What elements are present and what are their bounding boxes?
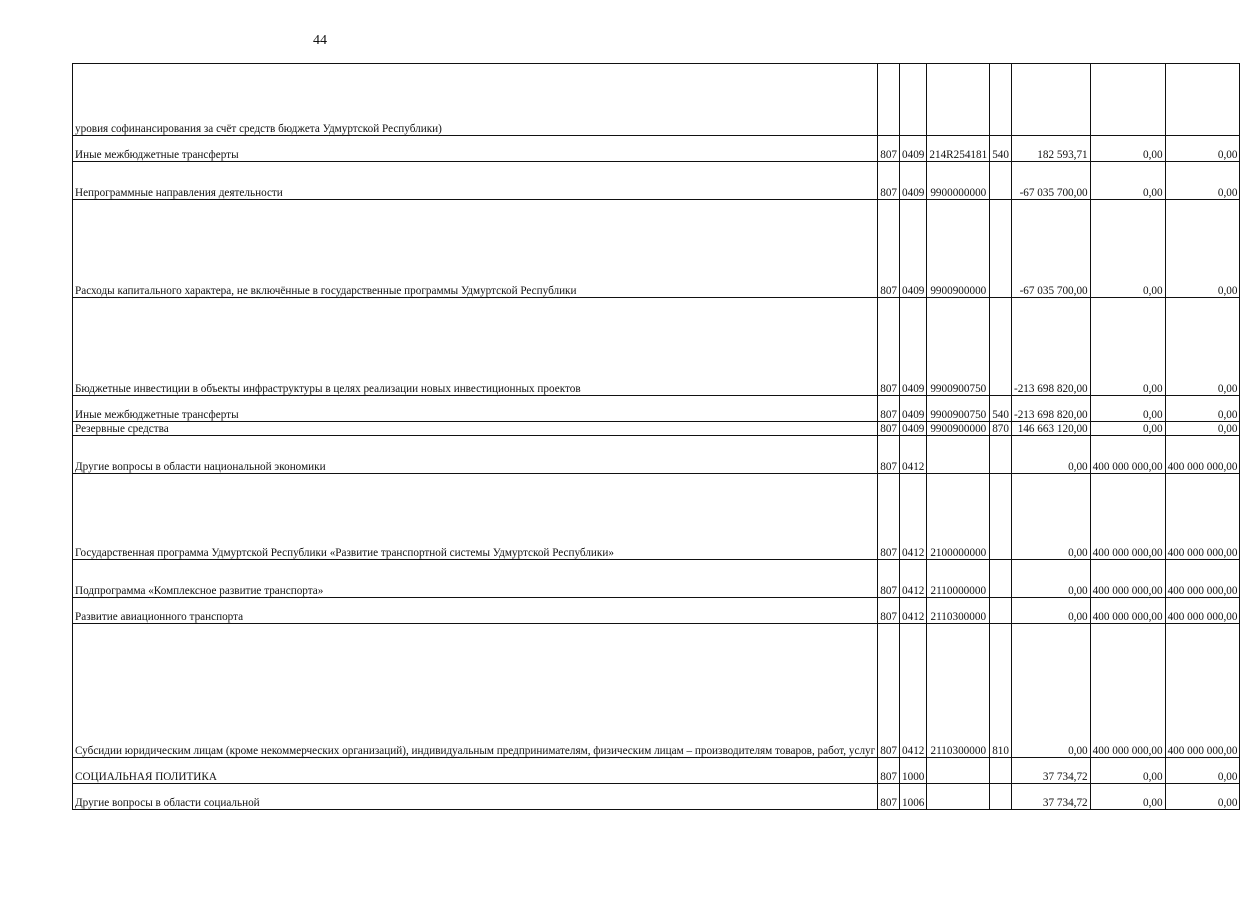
page-number: 44 (313, 33, 327, 48)
row-admin-code-cell: 807 (878, 436, 900, 474)
row-amount-1-cell: -213 698 820,00 (1011, 396, 1090, 422)
row-amount-2-cell: 400 000 000,00 (1090, 436, 1165, 474)
row-expense-type-cell (990, 298, 1012, 396)
row-admin-code-cell: 807 (878, 474, 900, 560)
row-name-cell: Другие вопросы в области национальной экономики (73, 436, 878, 474)
row-section-code-cell: 0409 (900, 396, 927, 422)
row-name-cell: Развитие авиационного транспорта (73, 598, 878, 624)
row-target-code-cell: 2110000000 (927, 560, 990, 598)
table-row (73, 474, 1240, 560)
row-section-code-cell: 0409 (900, 162, 927, 200)
table-row (73, 436, 1240, 474)
row-name-cell: Расходы капитального характера, не включённые в государственные программы Удмуртской Республики (73, 200, 878, 298)
row-expense-type-cell (990, 758, 1012, 784)
row-amount-2-cell: 400 000 000,00 (1090, 624, 1165, 758)
row-section-code-cell: 0412 (900, 624, 927, 758)
row-section-code-cell: 1000 (900, 758, 927, 784)
row-target-code-cell: 2110300000 (927, 624, 990, 758)
table-row (73, 298, 1240, 396)
row-section-code-cell (900, 64, 927, 136)
table-row (73, 784, 1240, 810)
row-expense-type-cell (990, 784, 1012, 810)
row-target-code-cell: 9900900750 (927, 298, 990, 396)
row-amount-2-cell: 0,00 (1090, 162, 1165, 200)
table-row (73, 560, 1240, 598)
row-name-cell: уровия софинансирования за счёт средств бюджета Удмуртской Республики) (73, 64, 878, 136)
row-amount-1-cell: 182 593,71 (1011, 136, 1090, 162)
row-name-cell: Государственная программа Удмуртской Республики «Развитие транспортной системы Удмуртской Республики» (73, 474, 878, 560)
row-amount-1-cell: 0,00 (1011, 598, 1090, 624)
row-amount-2-cell: 400 000 000,00 (1090, 598, 1165, 624)
row-admin-code-cell: 807 (878, 136, 900, 162)
row-target-code-cell (927, 758, 990, 784)
row-target-code-cell: 2100000000 (927, 474, 990, 560)
row-amount-1-cell: -213 698 820,00 (1011, 298, 1090, 396)
row-amount-1-cell: -67 035 700,00 (1011, 162, 1090, 200)
row-target-code-cell (927, 64, 990, 136)
table-row (73, 396, 1240, 422)
row-amount-3-cell: 400 000 000,00 (1165, 598, 1240, 624)
row-name-cell: Субсидии юридическим лицам (кроме некоммерческих организаций), индивидуальным предпринимателям, физическим лицам – производителям товаров, работ, услуг (73, 624, 878, 758)
row-name-cell: СОЦИАЛЬНАЯ ПОЛИТИКА (73, 758, 878, 784)
row-target-code-cell: 2110300000 (927, 598, 990, 624)
row-amount-3-cell: 0,00 (1165, 758, 1240, 784)
row-section-code-cell: 0412 (900, 598, 927, 624)
row-name-cell: Иные межбюджетные трансферты (73, 136, 878, 162)
row-amount-2-cell: 0,00 (1090, 422, 1165, 436)
row-amount-3-cell: 400 000 000,00 (1165, 560, 1240, 598)
row-section-code-cell: 0409 (900, 200, 927, 298)
row-amount-3-cell: 0,00 (1165, 422, 1240, 436)
table-row (73, 162, 1240, 200)
row-amount-3-cell: 400 000 000,00 (1165, 474, 1240, 560)
table-row (73, 624, 1240, 758)
row-admin-code-cell: 807 (878, 784, 900, 810)
row-target-code-cell: 9900900000 (927, 200, 990, 298)
table-row (73, 598, 1240, 624)
row-expense-type-cell (990, 200, 1012, 298)
row-section-code-cell: 0409 (900, 298, 927, 396)
row-target-code-cell: 9900900000 (927, 422, 990, 436)
table-row (73, 422, 1240, 436)
row-expense-type-cell (990, 598, 1012, 624)
row-name-cell: Подпрограмма «Комплексное развитие транспорта» (73, 560, 878, 598)
row-admin-code-cell (878, 64, 900, 136)
row-amount-3-cell: 0,00 (1165, 396, 1240, 422)
row-name-cell: Иные межбюджетные трансферты (73, 396, 878, 422)
row-amount-1-cell: 37 734,72 (1011, 784, 1090, 810)
row-amount-2-cell: 400 000 000,00 (1090, 560, 1165, 598)
row-name-cell: Другие вопросы в области социальной (73, 784, 878, 810)
row-section-code-cell: 0409 (900, 136, 927, 162)
row-amount-1-cell: 0,00 (1011, 560, 1090, 598)
row-amount-2-cell: 400 000 000,00 (1090, 474, 1165, 560)
budget-table-body (73, 64, 1240, 810)
row-section-code-cell: 0412 (900, 560, 927, 598)
row-amount-2-cell: 0,00 (1090, 298, 1165, 396)
row-name-cell: Резервные средства (73, 422, 878, 436)
row-amount-2-cell (1090, 64, 1165, 136)
table-row (73, 136, 1240, 162)
row-admin-code-cell: 807 (878, 624, 900, 758)
table-row (73, 64, 1240, 136)
row-amount-3-cell: 0,00 (1165, 784, 1240, 810)
row-expense-type-cell: 870 (990, 422, 1012, 436)
row-amount-3-cell: 400 000 000,00 (1165, 436, 1240, 474)
row-admin-code-cell: 807 (878, 598, 900, 624)
row-amount-2-cell: 0,00 (1090, 136, 1165, 162)
row-section-code-cell: 0412 (900, 436, 927, 474)
row-amount-2-cell: 0,00 (1090, 396, 1165, 422)
table-row (73, 200, 1240, 298)
row-amount-1-cell (1011, 64, 1090, 136)
row-name-cell: Непрограммные направления деятельности (73, 162, 878, 200)
row-admin-code-cell: 807 (878, 200, 900, 298)
row-target-code-cell: 214R254181 (927, 136, 990, 162)
row-expense-type-cell (990, 560, 1012, 598)
row-target-code-cell: 9900000000 (927, 162, 990, 200)
row-amount-1-cell: 0,00 (1011, 436, 1090, 474)
row-target-code-cell (927, 784, 990, 810)
row-section-code-cell: 1006 (900, 784, 927, 810)
row-amount-2-cell: 0,00 (1090, 758, 1165, 784)
row-admin-code-cell: 807 (878, 396, 900, 422)
row-amount-3-cell: 0,00 (1165, 136, 1240, 162)
row-section-code-cell: 0412 (900, 474, 927, 560)
row-expense-type-cell: 810 (990, 624, 1012, 758)
row-amount-3-cell (1165, 64, 1240, 136)
row-amount-3-cell: 0,00 (1165, 162, 1240, 200)
row-amount-1-cell: 0,00 (1011, 474, 1090, 560)
row-amount-3-cell: 400 000 000,00 (1165, 624, 1240, 758)
row-expense-type-cell (990, 474, 1012, 560)
row-amount-2-cell: 0,00 (1090, 784, 1165, 810)
row-target-code-cell (927, 436, 990, 474)
row-admin-code-cell: 807 (878, 298, 900, 396)
row-section-code-cell: 0409 (900, 422, 927, 436)
row-expense-type-cell (990, 436, 1012, 474)
row-admin-code-cell: 807 (878, 560, 900, 598)
row-amount-1-cell: 146 663 120,00 (1011, 422, 1090, 436)
row-amount-2-cell: 0,00 (1090, 200, 1165, 298)
row-amount-3-cell: 0,00 (1165, 298, 1240, 396)
row-expense-type-cell (990, 162, 1012, 200)
row-expense-type-cell (990, 64, 1012, 136)
row-expense-type-cell: 540 (990, 136, 1012, 162)
row-amount-1-cell: 0,00 (1011, 624, 1090, 758)
row-amount-1-cell: 37 734,72 (1011, 758, 1090, 784)
row-admin-code-cell: 807 (878, 758, 900, 784)
row-amount-1-cell: -67 035 700,00 (1011, 200, 1090, 298)
row-name-cell: Бюджетные инвестиции в объекты инфраструктуры в целях реализации новых инвестиционных проектов (73, 298, 878, 396)
row-admin-code-cell: 807 (878, 422, 900, 436)
row-expense-type-cell: 540 (990, 396, 1012, 422)
row-amount-3-cell: 0,00 (1165, 200, 1240, 298)
budget-table (72, 63, 1240, 810)
table-row (73, 758, 1240, 784)
row-target-code-cell: 9900900750 (927, 396, 990, 422)
row-admin-code-cell: 807 (878, 162, 900, 200)
